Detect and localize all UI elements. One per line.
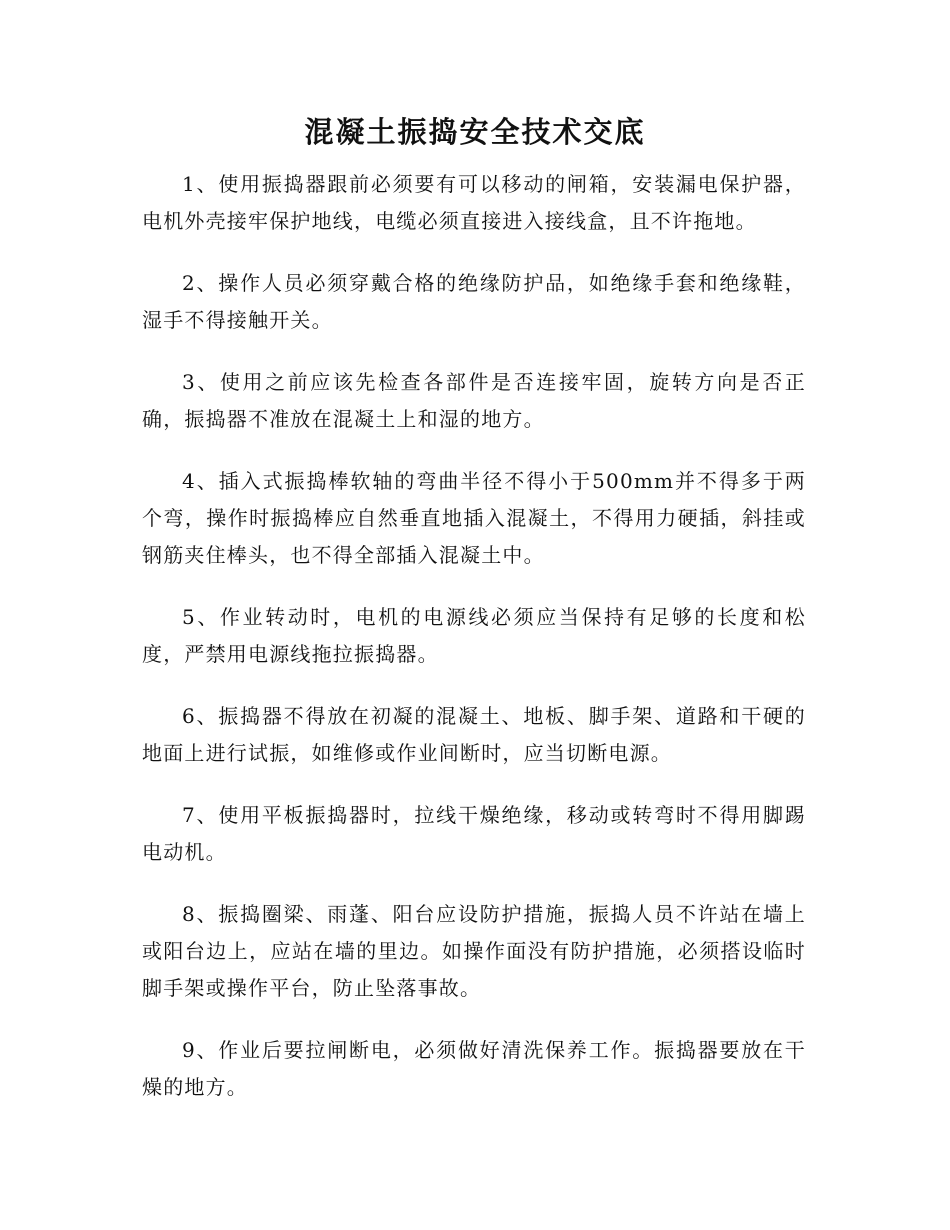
document-title: 混凝土振捣安全技术交底 [304,115,646,149]
paragraph-4: 4、插入式振捣棒软轴的弯曲半径不得小于500mm并不得多于两个弯，操作时振捣棒应自然垂直地插入混凝土，不得用力硬插，斜挂或钢筋夹住棒头，也不得全部插入混凝土中。 [142,469,806,567]
paragraph-9: 9、作业后要拉闸断电，必须做好清洗保养工作。振捣器要放在干燥的地方。 [142,1038,806,1099]
paragraph-1: 1、使用振捣器跟前必须要有可以移动的闸箱，安装漏电保护器，电机外壳接牢保护地线，电缆必须直接进入接线盒，且不许拖地。 [142,172,806,233]
paragraph-2: 2、操作人员必须穿戴合格的绝缘防护品，如绝缘手套和绝缘鞋，湿手不得接触开关。 [142,271,806,332]
paragraph-8: 8、振捣圈梁、雨蓬、阳台应设防护措施，振捣人员不许站在墙上或阳台边上，应站在墙的里边。如操作面没有防护措施，必须搭设临时脚手架或操作平台，防止坠落事故。 [142,902,806,1000]
paragraph-5: 5、作业转动时，电机的电源线必须应当保持有足够的长度和松度，严禁用电源线拖拉振捣器。 [142,605,806,666]
paragraph-6: 6、振捣器不得放在初凝的混凝土、地板、脚手架、道路和干硬的地面上进行试振，如维修或作业间断时，应当切断电源。 [142,704,806,765]
paragraph-7: 7、使用平板振捣器时，拉线干燥绝缘，移动或转弯时不得用脚踢电动机。 [142,803,806,864]
document-body [142,166,806,1131]
paragraph-3: 3、使用之前应该先检查各部件是否连接牢固，旋转方向是否正确，振捣器不准放在混凝土上和湿的地方。 [142,370,806,431]
